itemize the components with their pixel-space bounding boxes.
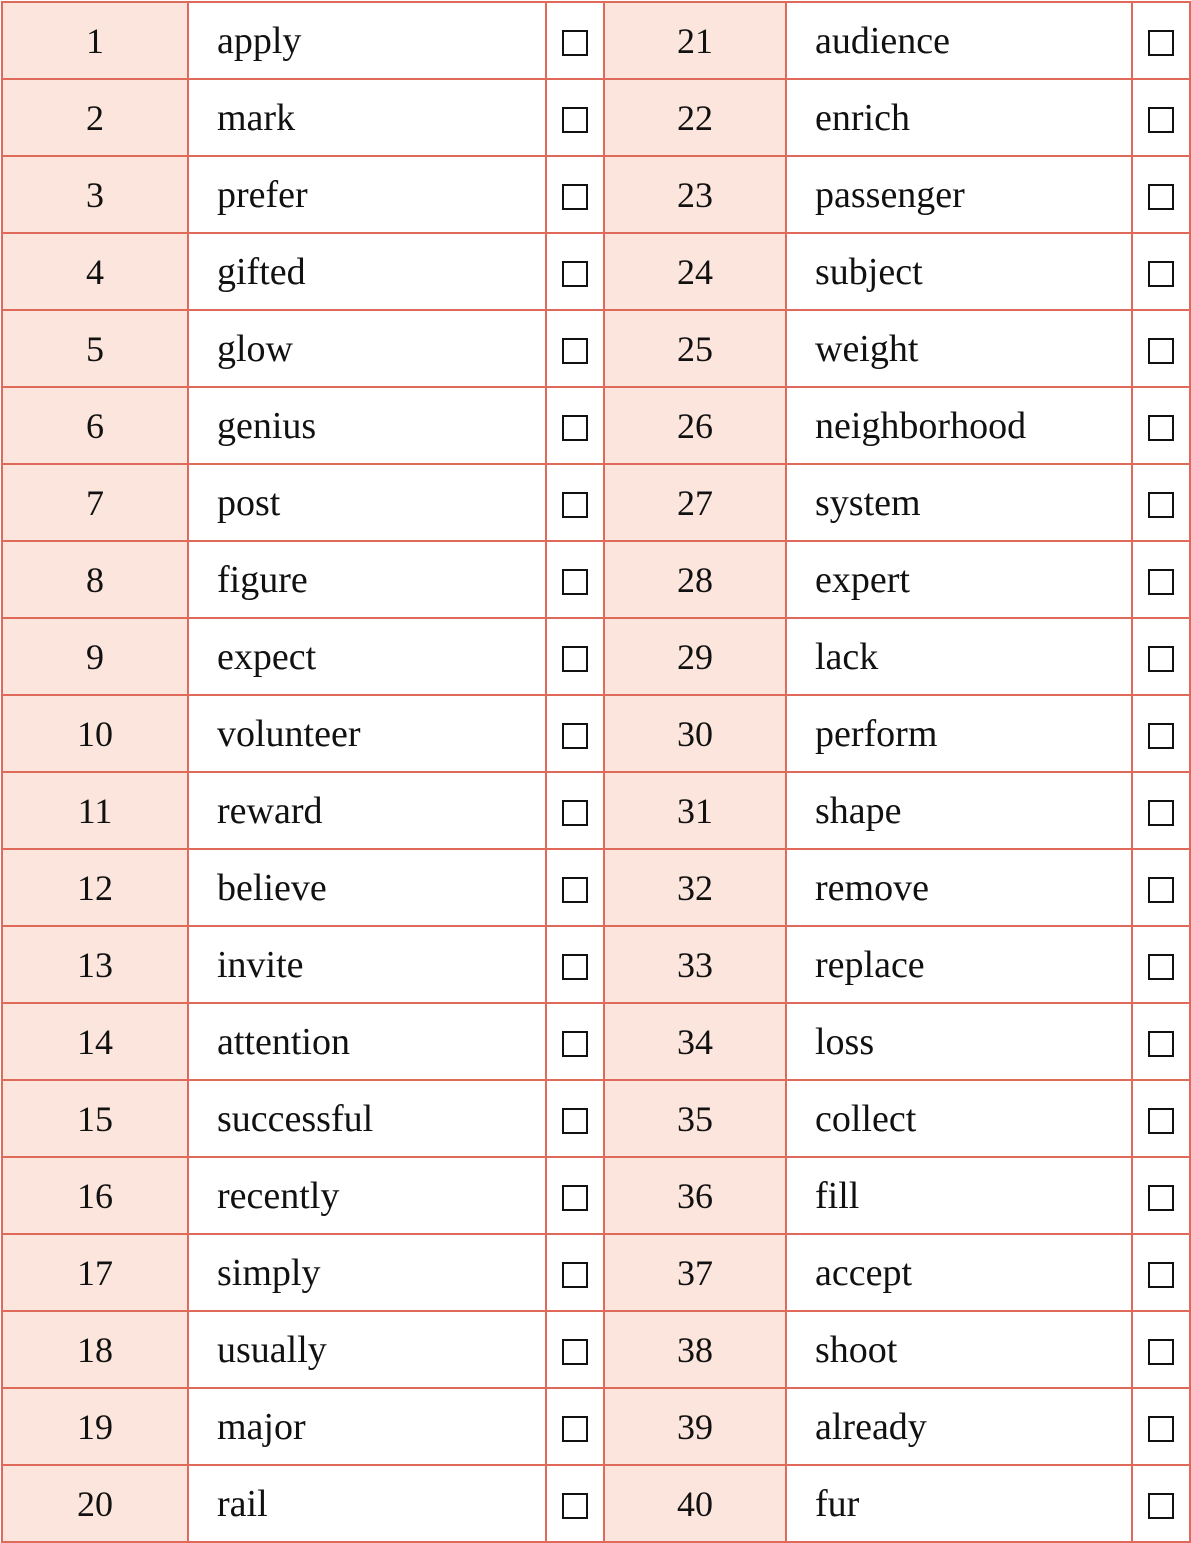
word-number: 14 (2, 1003, 188, 1080)
vocabulary-word: system (786, 464, 1132, 541)
checkbox-icon[interactable] (562, 954, 588, 980)
checkbox-icon[interactable] (1148, 1185, 1174, 1211)
checkbox-icon[interactable] (562, 338, 588, 364)
vocabulary-word: apply (188, 2, 546, 79)
checkbox-icon[interactable] (562, 800, 588, 826)
table-row (2, 1003, 1190, 1080)
table-row (2, 79, 1190, 156)
word-number: 2 (2, 79, 188, 156)
vocabulary-word: fill (786, 1157, 1132, 1234)
word-number: 3 (2, 156, 188, 233)
checkbox-icon[interactable] (1148, 1493, 1174, 1519)
checkbox-cell (1132, 1003, 1190, 1080)
word-number: 6 (2, 387, 188, 464)
checkbox-icon[interactable] (1148, 954, 1174, 980)
checkbox-cell (546, 541, 604, 618)
word-number: 40 (604, 1465, 786, 1542)
checkbox-icon[interactable] (562, 569, 588, 595)
checkbox-cell (1132, 310, 1190, 387)
word-number: 13 (2, 926, 188, 1003)
checkbox-icon[interactable] (562, 492, 588, 518)
vocabulary-word: major (188, 1388, 546, 1465)
checkbox-cell (1132, 1080, 1190, 1157)
word-number: 26 (604, 387, 786, 464)
table-row (2, 1388, 1190, 1465)
vocabulary-word: shape (786, 772, 1132, 849)
vocabulary-word: simply (188, 1234, 546, 1311)
word-number: 15 (2, 1080, 188, 1157)
word-number: 24 (604, 233, 786, 310)
vocabulary-word: already (786, 1388, 1132, 1465)
table-row (2, 618, 1190, 695)
vocabulary-word: usually (188, 1311, 546, 1388)
checkbox-cell (546, 233, 604, 310)
checkbox-cell (546, 79, 604, 156)
checkbox-cell (1132, 618, 1190, 695)
word-number: 35 (604, 1080, 786, 1157)
checkbox-icon[interactable] (1148, 723, 1174, 749)
table-row (2, 310, 1190, 387)
checkbox-cell (546, 387, 604, 464)
word-number: 19 (2, 1388, 188, 1465)
checkbox-icon[interactable] (562, 30, 588, 56)
checkbox-icon[interactable] (562, 1108, 588, 1134)
vocabulary-word: passenger (786, 156, 1132, 233)
checkbox-icon[interactable] (562, 1416, 588, 1442)
checkbox-cell (546, 1157, 604, 1234)
word-number: 38 (604, 1311, 786, 1388)
word-number: 17 (2, 1234, 188, 1311)
checkbox-cell (546, 1311, 604, 1388)
checkbox-cell (1132, 387, 1190, 464)
checkbox-cell (546, 1388, 604, 1465)
word-number: 21 (604, 2, 786, 79)
checkbox-cell (546, 464, 604, 541)
table-row (2, 1311, 1190, 1388)
table-row (2, 387, 1190, 464)
checkbox-icon[interactable] (562, 646, 588, 672)
word-number: 37 (604, 1234, 786, 1311)
checkbox-icon[interactable] (1148, 646, 1174, 672)
vocabulary-word: accept (786, 1234, 1132, 1311)
vocabulary-word: recently (188, 1157, 546, 1234)
word-number: 36 (604, 1157, 786, 1234)
checkbox-icon[interactable] (1148, 261, 1174, 287)
word-number: 9 (2, 618, 188, 695)
checkbox-cell (546, 695, 604, 772)
table-row (2, 772, 1190, 849)
checkbox-icon[interactable] (1148, 338, 1174, 364)
checkbox-cell (1132, 1465, 1190, 1542)
table-row (2, 1465, 1190, 1542)
vocabulary-word: subject (786, 233, 1132, 310)
table-row (2, 464, 1190, 541)
word-number: 28 (604, 541, 786, 618)
vocabulary-word: perform (786, 695, 1132, 772)
word-number: 7 (2, 464, 188, 541)
checkbox-icon[interactable] (562, 184, 588, 210)
checkbox-cell (1132, 1234, 1190, 1311)
table-row (2, 541, 1190, 618)
checkbox-cell (546, 1234, 604, 1311)
vocabulary-word: loss (786, 1003, 1132, 1080)
word-number: 5 (2, 310, 188, 387)
checkbox-cell (1132, 695, 1190, 772)
table-row (2, 849, 1190, 926)
checkbox-icon[interactable] (1148, 1262, 1174, 1288)
checkbox-cell (546, 310, 604, 387)
checkbox-cell (1132, 233, 1190, 310)
checkbox-cell (1132, 541, 1190, 618)
checkbox-cell (546, 772, 604, 849)
checkbox-icon[interactable] (1148, 1416, 1174, 1442)
checkbox-icon[interactable] (562, 1339, 588, 1365)
checkbox-icon[interactable] (1148, 415, 1174, 441)
word-number: 10 (2, 695, 188, 772)
checkbox-cell (546, 849, 604, 926)
word-number: 12 (2, 849, 188, 926)
checkbox-cell (546, 1465, 604, 1542)
word-number: 1 (2, 2, 188, 79)
checkbox-cell (1132, 926, 1190, 1003)
checkbox-cell (546, 1080, 604, 1157)
checkbox-icon[interactable] (562, 1185, 588, 1211)
word-number: 16 (2, 1157, 188, 1234)
checkbox-icon[interactable] (1148, 492, 1174, 518)
checkbox-cell (546, 2, 604, 79)
word-number: 4 (2, 233, 188, 310)
vocabulary-word: prefer (188, 156, 546, 233)
checkbox-cell (1132, 849, 1190, 926)
checkbox-cell (546, 618, 604, 695)
checkbox-cell (1132, 1157, 1190, 1234)
checkbox-icon[interactable] (562, 1262, 588, 1288)
vocabulary-word: audience (786, 2, 1132, 79)
vocabulary-word: shoot (786, 1311, 1132, 1388)
checkbox-cell (1132, 1388, 1190, 1465)
checkbox-icon[interactable] (1148, 1339, 1174, 1365)
checkbox-cell (1132, 1311, 1190, 1388)
vocabulary-table-body (2, 2, 1190, 1542)
vocabulary-word: gifted (188, 233, 546, 310)
checkbox-icon[interactable] (1148, 800, 1174, 826)
word-number: 8 (2, 541, 188, 618)
checkbox-cell (546, 1003, 604, 1080)
vocabulary-word: volunteer (188, 695, 546, 772)
vocabulary-word: remove (786, 849, 1132, 926)
vocabulary-word: genius (188, 387, 546, 464)
checkbox-icon[interactable] (562, 261, 588, 287)
word-number: 39 (604, 1388, 786, 1465)
checkbox-icon[interactable] (1148, 107, 1174, 133)
word-number: 18 (2, 1311, 188, 1388)
checkbox-icon[interactable] (1148, 1108, 1174, 1134)
checkbox-icon[interactable] (562, 1031, 588, 1057)
checkbox-cell (1132, 464, 1190, 541)
table-row (2, 1080, 1190, 1157)
vocabulary-word: weight (786, 310, 1132, 387)
vocabulary-word: lack (786, 618, 1132, 695)
word-number: 31 (604, 772, 786, 849)
vocabulary-word: invite (188, 926, 546, 1003)
vocabulary-word: expert (786, 541, 1132, 618)
word-number: 27 (604, 464, 786, 541)
word-number: 34 (604, 1003, 786, 1080)
vocabulary-word: enrich (786, 79, 1132, 156)
checkbox-icon[interactable] (562, 107, 588, 133)
checkbox-cell (546, 156, 604, 233)
vocabulary-word: mark (188, 79, 546, 156)
vocabulary-word: neighborhood (786, 387, 1132, 464)
word-number: 33 (604, 926, 786, 1003)
vocabulary-table (1, 1, 1191, 1543)
vocabulary-word: fur (786, 1465, 1132, 1542)
word-number: 25 (604, 310, 786, 387)
checkbox-cell (1132, 156, 1190, 233)
checkbox-cell (546, 926, 604, 1003)
table-row (2, 233, 1190, 310)
vocabulary-word: believe (188, 849, 546, 926)
word-number: 11 (2, 772, 188, 849)
table-row (2, 926, 1190, 1003)
table-row (2, 2, 1190, 79)
table-row (2, 1234, 1190, 1311)
checkbox-icon[interactable] (562, 415, 588, 441)
checkbox-cell (1132, 772, 1190, 849)
checkbox-cell (1132, 79, 1190, 156)
checkbox-icon[interactable] (562, 723, 588, 749)
vocabulary-word: post (188, 464, 546, 541)
vocabulary-word: expect (188, 618, 546, 695)
vocabulary-word: attention (188, 1003, 546, 1080)
checkbox-icon[interactable] (562, 877, 588, 903)
checkbox-icon[interactable] (562, 1493, 588, 1519)
table-row (2, 1157, 1190, 1234)
word-number: 30 (604, 695, 786, 772)
vocabulary-word: reward (188, 772, 546, 849)
checkbox-icon[interactable] (1148, 1031, 1174, 1057)
vocabulary-word: replace (786, 926, 1132, 1003)
checkbox-icon[interactable] (1148, 184, 1174, 210)
table-row (2, 156, 1190, 233)
vocabulary-word: collect (786, 1080, 1132, 1157)
checkbox-icon[interactable] (1148, 877, 1174, 903)
word-number: 22 (604, 79, 786, 156)
checkbox-icon[interactable] (1148, 30, 1174, 56)
table-row (2, 695, 1190, 772)
vocabulary-word: rail (188, 1465, 546, 1542)
vocabulary-word: glow (188, 310, 546, 387)
checkbox-icon[interactable] (1148, 569, 1174, 595)
word-number: 23 (604, 156, 786, 233)
word-number: 20 (2, 1465, 188, 1542)
checkbox-cell (1132, 2, 1190, 79)
word-number: 29 (604, 618, 786, 695)
vocabulary-word: successful (188, 1080, 546, 1157)
vocabulary-word: figure (188, 541, 546, 618)
word-number: 32 (604, 849, 786, 926)
